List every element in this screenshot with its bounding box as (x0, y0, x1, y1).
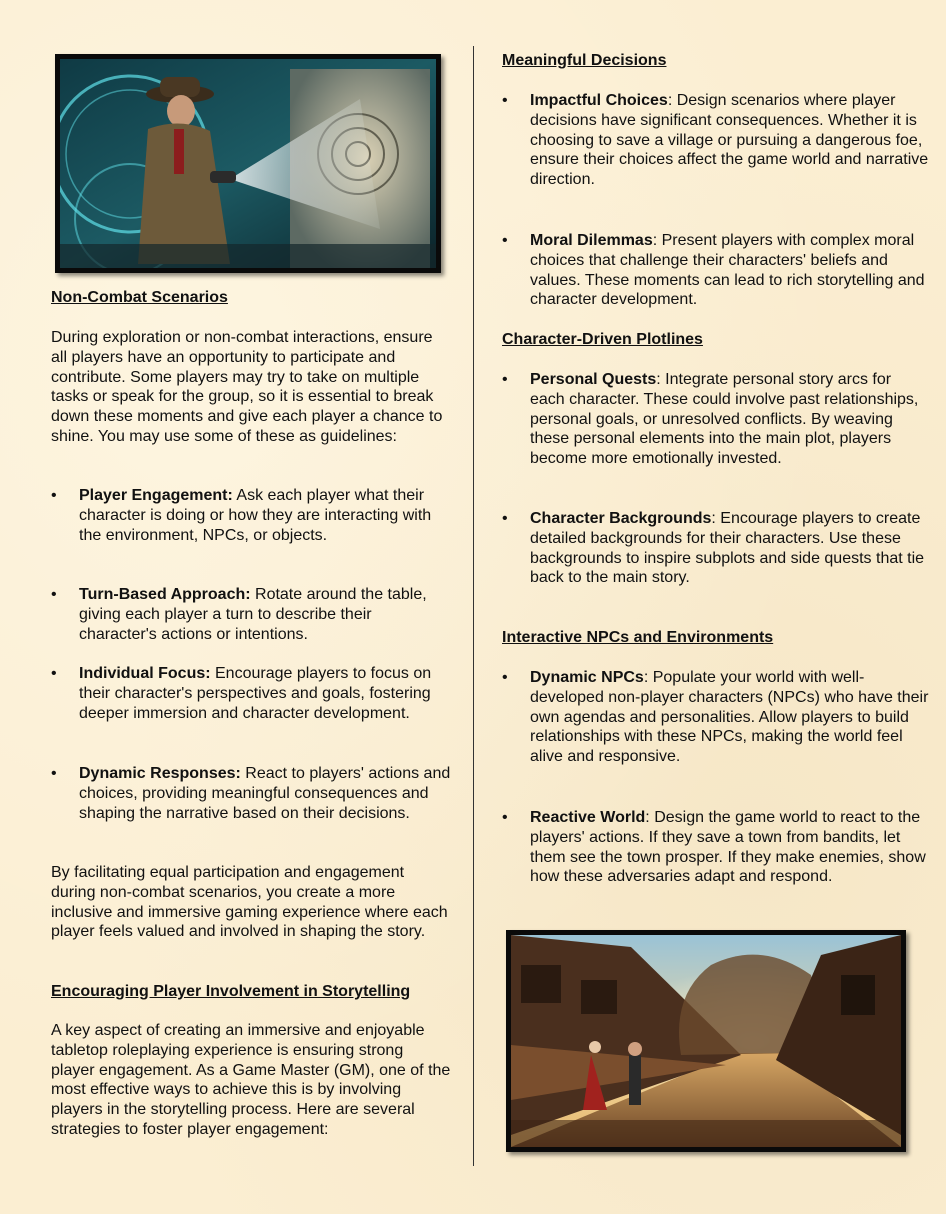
paragraph-non-combat-intro: During exploration or non-combat interactions, ensure all players have an opportunity to participate and contribute. Some players may try to take on multiple tasks or speak for the group, so it is essential to break down these moments and give each player a chance to shine. You may use some of these as guidelines: (51, 329, 443, 445)
bullet-dot: • (502, 232, 508, 249)
bullet-dot: • (51, 487, 57, 504)
column-divider (473, 46, 474, 1166)
bullet-term: Dynamic NPCs (530, 669, 644, 686)
bullet-term: Moral Dilemmas (530, 232, 653, 249)
heading-character-plotlines: Character-Driven Plotlines (502, 331, 703, 348)
bullet-moral-dilemmas (502, 231, 930, 310)
bullet-term: Dynamic Responses: (79, 765, 241, 782)
bullet-dot: • (502, 92, 508, 109)
bullet-dot: • (502, 669, 508, 686)
bullet-text: : Design scenarios where player decisions have significant consequences. Whether it is choosing to save a village or pursuing a dangerous foe, ensure their choices affect the game world and narrative direction. (530, 92, 929, 189)
bullet-dot: • (51, 665, 57, 682)
bullet-dot: • (502, 809, 508, 826)
western-town-illustration (506, 930, 906, 1152)
bullet-text: Ask each player what their character is doing or how they are interacting with the environment, NPCs, or objects. (79, 487, 432, 544)
bullet-term: Turn-Based Approach: (79, 586, 251, 603)
bullet-text: : Design the game world to react to the players' actions. If they save a town from bandits, let them see the town prosper. If they make enemies, show how these adversaries adapt and respond. (530, 809, 926, 886)
detective-illustration (55, 54, 441, 273)
bullet-term: Impactful Choices (530, 92, 668, 109)
heading-meaningful-decisions: Meaningful Decisions (502, 52, 667, 69)
bullet-individual-focus (51, 664, 451, 723)
bullet-text: : Integrate personal story arcs for each character. These could involve past relationships, personal goals, or unresolved conflicts. By weaving these personal elements into the main plot, players become more emotionally invested. (530, 371, 919, 468)
bullet-dot: • (502, 371, 508, 388)
paragraph-storytelling-intro: A key aspect of creating an immersive and enjoyable tabletop roleplaying experience is ensuring strong player engagement. As a Game Master (GM), one of the most effective ways to achieve this is by involving players in the storytelling process. Here are several strategies to foster player engagement: (51, 1022, 451, 1138)
bullet-text: React to players' actions and choices, providing meaningful consequences and shaping the narrative based on their decisions. (79, 765, 451, 822)
bullet-term: Personal Quests (530, 371, 657, 388)
bullet-dot: • (502, 510, 508, 527)
bullet-impactful-choices (502, 91, 930, 190)
bullet-dynamic-responses (51, 764, 451, 823)
bullet-reactive-world (502, 808, 930, 887)
bullet-text: Rotate around the table, giving each player a turn to describe their character's actions or intentions. (79, 586, 427, 643)
bullet-term: Individual Focus: (79, 665, 211, 682)
bullet-dot: • (51, 586, 57, 603)
bullet-dynamic-npcs (502, 668, 930, 767)
bullet-text: : Populate your world with well-developed non-player characters (NPCs) who have their own agendas and personalities. Allow players to build relationships with these NPCs, making the world feel alive and responsive. (530, 669, 929, 766)
bullet-dot: • (51, 765, 57, 782)
bullet-text: : Encourage players to create detailed backgrounds for their characters. Use these backgrounds to inspire subplots and side quests that tie back to the main story. (530, 510, 925, 587)
bullet-personal-quests (502, 370, 930, 469)
bullet-text: : Present players with complex moral choices that challenge their characters' beliefs and values. These moments can lead to rich storytelling and character development. (530, 232, 925, 309)
heading-storytelling: Encouraging Player Involvement in Storytelling (51, 983, 411, 1000)
bullet-text: Encourage players to focus on their character's perspectives and goals, fostering deeper immersion and character development. (79, 665, 432, 722)
bullet-character-backgrounds (502, 509, 930, 588)
paragraph-non-combat-outro: By facilitating equal participation and engagement during non-combat scenarios, you create a more inclusive and immersive gaming experience where each player feels valued and involved in shaping the story. (51, 864, 448, 941)
bullet-term: Character Backgrounds (530, 510, 712, 527)
bullet-player-engagement (51, 486, 451, 545)
bullet-term: Player Engagement: (79, 487, 233, 504)
bullet-turn-based (51, 585, 451, 644)
bullet-term: Reactive World (530, 809, 646, 826)
heading-non-combat: Non-Combat Scenarios (51, 289, 228, 306)
heading-interactive-npcs: Interactive NPCs and Environments (502, 629, 774, 646)
